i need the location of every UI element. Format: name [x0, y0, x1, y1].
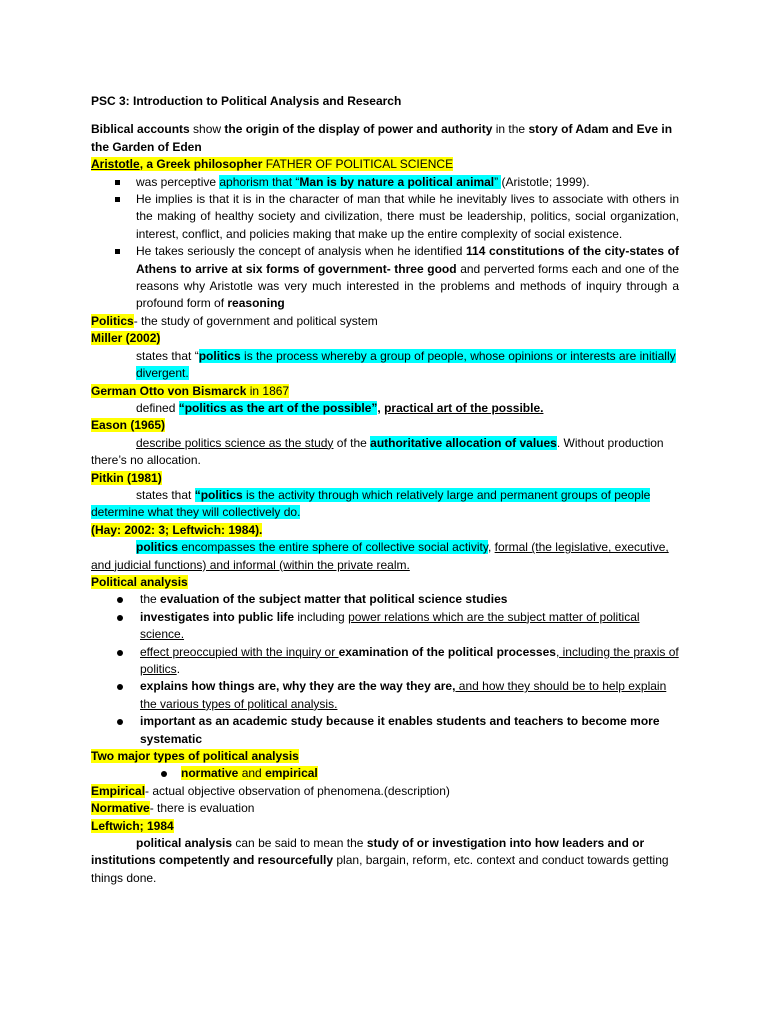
bismarck-quote: defined “politics as the art of the possible”, practical art of the possible.: [136, 400, 544, 415]
analysis-heading: Political analysis: [91, 574, 188, 589]
list-item: important as an academic study because it enables students and teachers to become more systematic: [91, 713, 679, 748]
leftwich-heading: Leftwich; 1984: [91, 818, 174, 833]
list-item: the evaluation of the subject matter that political science studies: [91, 591, 679, 608]
list-item: effect preoccupied with the inquiry or examination of the political processes, including the praxis of politics.: [91, 644, 679, 679]
miller-heading: Miller (2002): [91, 331, 161, 346]
document-body: [91, 93, 679, 887]
types-list: [91, 765, 679, 782]
bismarck-heading: German Otto von Bismarck in 1867: [91, 383, 290, 398]
pitkin-quote: states that “politics is the activity through which relatively large and permanent groups of people determine what they will collectively do.: [91, 487, 651, 520]
biblical-paragraph: Biblical accounts show the origin of the display of power and authority in the story of Adam and Eve in the Garden of Eden: [91, 122, 673, 154]
list-item: normative and empirical: [91, 765, 679, 782]
normative-definition: Normative- there is evaluation: [91, 801, 255, 816]
list-item: investigates into public life including power relations which are the subject matter of political science.: [91, 609, 679, 644]
list-item: explains how things are, why they are the way they are, and how they should be to help explain the various types of political analysis.: [91, 678, 679, 713]
list-item: He takes seriously the concept of analysis when he identified 114 constitutions of the city-states of Athens to arrive at six forms of government- three good and perverted forms each and one of the reasons why Aristotle was very much interested in the problems and methods of inquiry through a profound form of reasoning: [91, 243, 679, 313]
hay-heading: (Hay: 2002: 3; Leftwich: 1984).: [91, 522, 263, 537]
aristotle-list: [91, 174, 679, 313]
analysis-list: [91, 591, 679, 748]
document-title: PSC 3: Introduction to Political Analysis and Research: [91, 94, 402, 108]
hay-quote: politics encompasses the entire sphere of collective social activity, formal (the legislative, executive, and judicial functions) and informal (within the private realm.: [91, 540, 669, 572]
eason-heading: Eason (1965): [91, 418, 166, 433]
leftwich-quote: political analysis can be said to mean the study of or investigation into how leaders and or institutions competently and resourcefully plan, bargain, reform, etc. context and conduct towards getting things done.: [91, 836, 669, 885]
eason-quote: describe politics science as the study of the authoritative allocation of values. Without production there’s no allocation.: [91, 435, 664, 468]
empirical-definition: Empirical- actual objective observation of phenomena.(description): [91, 783, 450, 798]
aristotle-heading: Aristotle, a Greek philosopher FATHER OF POLITICAL SCIENCE: [91, 157, 454, 172]
miller-quote: states that “politics is the process whereby a group of people, whose opinions or interests are initially divergent.: [136, 348, 676, 381]
politics-definition: Politics- the study of government and political system: [91, 313, 378, 328]
pitkin-heading: Pitkin (1981): [91, 470, 162, 485]
types-heading: Two major types of political analysis: [91, 749, 299, 764]
list-item: was perceptive aphorism that “Man is by nature a political animal” (Aristotle; 1999).: [91, 174, 679, 191]
list-item: He implies is that it is in the character of man that while he inevitably lives to associate with others in the making of healthy society and civilization, there must be leadership, politics, social organization, interest, conflict, and policies making that make up the entire complexity of social existence.: [91, 191, 679, 243]
